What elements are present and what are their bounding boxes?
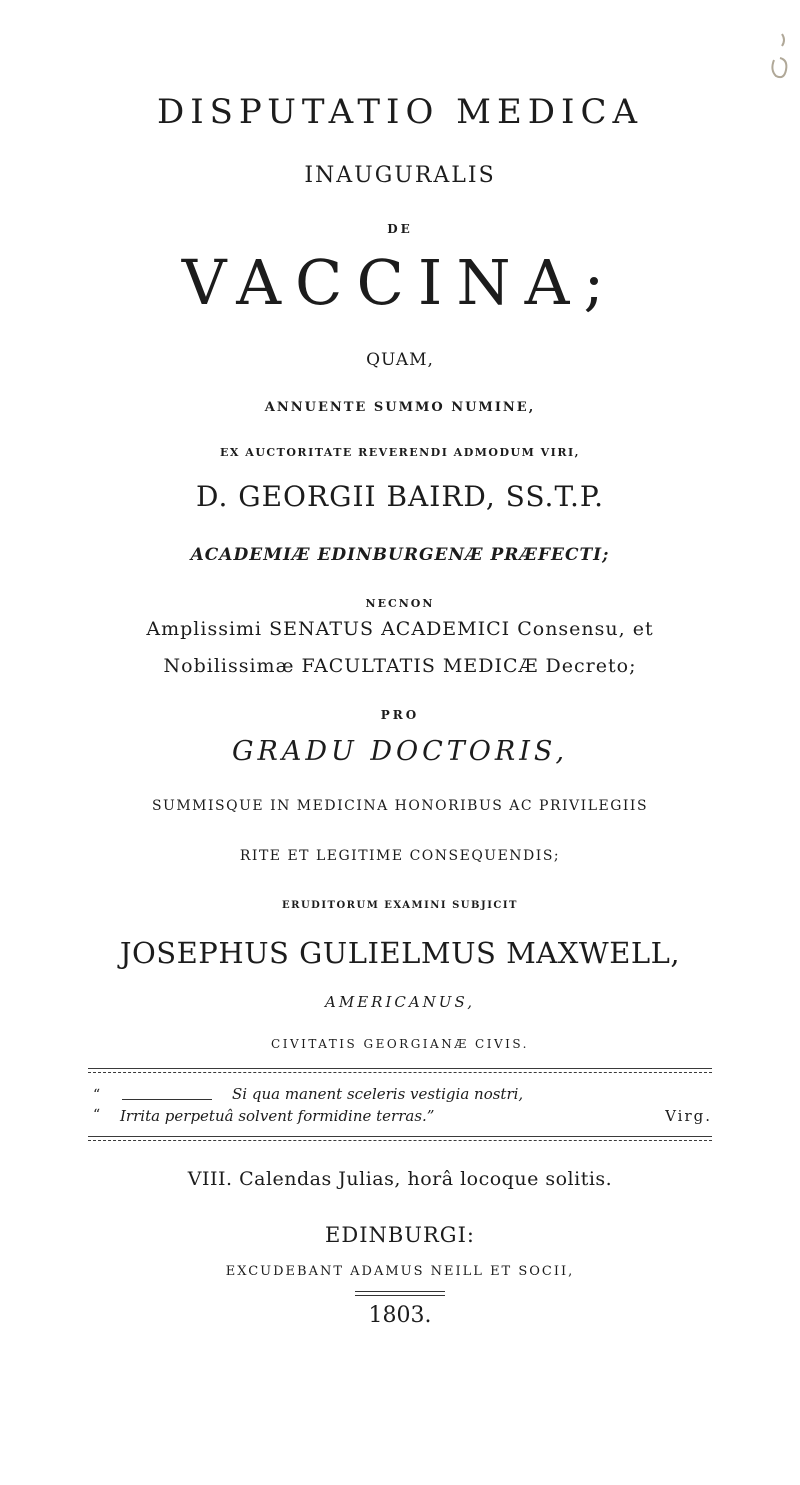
intro-ex-auctoritate: EX AUCTORITATE REVERENDI ADMODUM VIRI,	[220, 446, 580, 459]
degree-pro: PRO	[380, 708, 420, 722]
title-de: DE	[387, 222, 413, 236]
epigraph-quote-mark-1: “	[93, 1087, 101, 1103]
imprint-printer: EXCUDEBANT ADAMUS NEILL ET SOCII,	[225, 1264, 575, 1279]
title-line-1: DISPUTATIO MEDICA	[156, 92, 644, 132]
year-rule	[355, 1291, 445, 1292]
facultatis-line: Nobilissimæ FACULTATIS MEDICÆ Decreto;	[163, 655, 637, 677]
year-rule-inner	[355, 1295, 445, 1296]
intro-quam: QUAM,	[366, 350, 434, 370]
author-name: JOSEPHUS GULIELMUS MAXWELL,	[119, 936, 681, 970]
senatus-line: Amplissimi SENATUS ACADEMICI Consensu, et	[146, 618, 654, 640]
title-line-2: INAUGURALIS	[304, 163, 496, 188]
epigraph-line-2: Irrita perpetuâ solvent formidine terras.”	[120, 1107, 435, 1125]
imprint-year: 1803.	[368, 1303, 432, 1328]
epigraph-quote-mark-2: “	[93, 1107, 101, 1123]
epigraph-rule-bottom-inner	[88, 1140, 712, 1141]
imprint-city: EDINBURGI:	[325, 1223, 475, 1247]
ink-stain-mark	[768, 30, 790, 80]
title-subject: VACCINA;	[181, 246, 619, 319]
degree-rite: RITE ET LEGITIME CONSEQUENDIS;	[239, 848, 561, 864]
degree-eruditorum: ERUDITORUM EXAMINI SUBJICIT	[282, 900, 518, 911]
imprint-date: VIII. Calendas Julias, horâ locoque solitis.	[187, 1168, 613, 1190]
epigraph-rule-top-inner	[88, 1072, 712, 1073]
epigraph-line-1: Si qua manent sceleris vestigia nostri,	[232, 1085, 524, 1103]
epigraph-dash	[122, 1099, 212, 1100]
author-civitas: CIVITATIS GEORGIANÆ CIVIS.	[271, 1037, 529, 1051]
degree-summisque: SUMMISQUE IN MEDICINA HONORIBUS AC PRIVILEGIIS	[151, 798, 649, 814]
intro-annuente: ANNUENTE SUMMO NUMINE,	[264, 400, 536, 415]
author-nationality: AMERICANUS,	[325, 993, 475, 1011]
degree-gradu: GRADU DOCTORIS,	[231, 736, 569, 767]
epigraph-rule-top	[88, 1068, 712, 1069]
academy-line: ACADEMIÆ EDINBURGENÆ PRÆFECTI;	[190, 545, 610, 565]
epigraph-source: Virg.	[665, 1107, 712, 1125]
praefect-name: D. GEORGII BAIRD, SS.T.P.	[196, 480, 604, 513]
epigraph-rule-bottom	[88, 1136, 712, 1137]
intro-necnon: NECNON	[365, 597, 435, 610]
